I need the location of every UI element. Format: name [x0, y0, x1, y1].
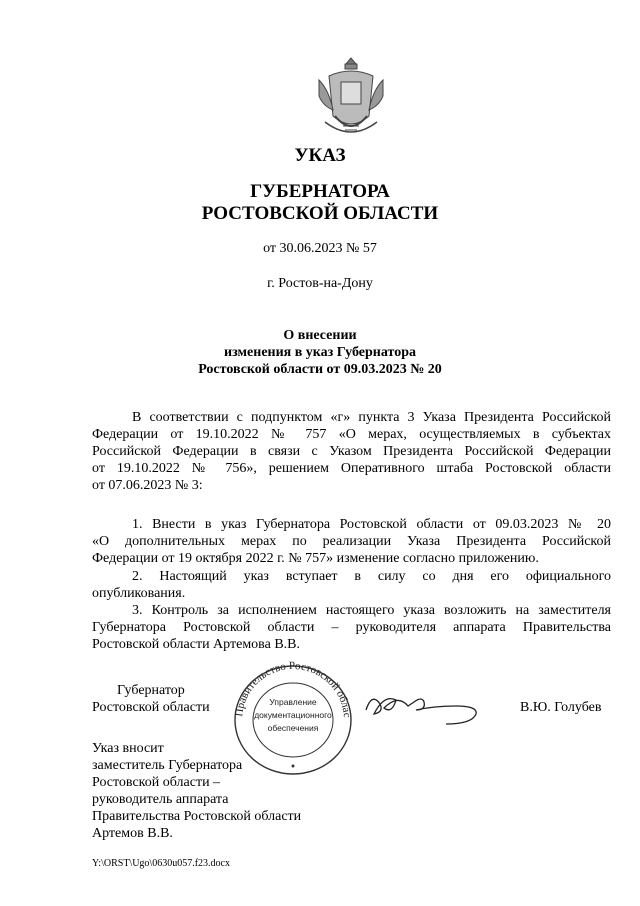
submitted-by-line: Указ вносит — [92, 741, 164, 756]
preamble-line: от 19.10.2022 № 756», решением Оперативного штаба Ростовской области — [92, 461, 611, 476]
item-1-line: Федерации от 19 октября 2022 г. № 757» изменение согласно приложению. — [92, 551, 539, 566]
item-3-line: 3. Контроль за исполнением настоящего указа возложить на заместителя — [132, 603, 611, 618]
item-3-line: Губернатора Ростовской области – руководителя аппарата Правительства — [92, 620, 611, 635]
file-path: Y:\ORST\Ugo\0630u057.f23.docx — [92, 858, 230, 869]
preamble-line: Федерации от 19.10.2022 № 757 «О мерах, осуществляемых в субъектах — [92, 427, 611, 442]
heading-line-3: Ростовской области от 09.03.2023 № 20 — [198, 362, 442, 377]
stamp-inner-line: документационного — [254, 710, 332, 720]
coat-of-arms-emblem — [315, 56, 387, 140]
item-2-paragraph — [92, 568, 611, 602]
submitted-by-line: Правительства Ростовской области — [92, 809, 302, 824]
submitted-by-line: руководитель аппарата — [92, 792, 229, 807]
city: г. Ростов-на-Дону — [267, 276, 373, 291]
item-3-line: Ростовской области Артемова В.В. — [92, 637, 300, 652]
stamp-outer-text: Правительство Ростовской облас — [233, 660, 353, 719]
item-1-line: «О дополнительных мерах по реализации Указа Президента Российской — [92, 534, 611, 549]
document-type: УКАЗ — [294, 145, 346, 166]
preamble-paragraph — [92, 409, 611, 494]
stamp-inner-line: обеспечения — [267, 723, 319, 733]
item-2-line: 2. Настоящий указ вступает в силу со дня его официального — [132, 569, 611, 584]
heading-line-1: О внесении — [283, 328, 357, 343]
stamp-inner-line: Управление — [269, 697, 317, 707]
signatory-name: В.Ю. Голубев — [520, 700, 602, 715]
issuer-line-1: ГУБЕРНАТОРА — [250, 181, 390, 202]
item-1-line: 1. Внести в указ Губернатора Ростовской области от 09.03.2023 № 20 — [132, 517, 611, 532]
date-number: от 30.06.2023 № 57 — [263, 241, 377, 256]
item-2-line: опубликования. — [92, 586, 186, 601]
preamble-line: Российской Федерации в связи с Указом Президента Российской Федерации — [92, 444, 611, 459]
signatory-title-line-2: Ростовской области — [92, 700, 210, 715]
issuer-line-2: РОСТОВСКОЙ ОБЛАСТИ — [201, 203, 439, 224]
submitted-by-line: Ростовской области – — [92, 775, 221, 790]
item-3-paragraph — [92, 602, 611, 653]
signatory-title-line-1: Губернатор — [117, 683, 185, 698]
preamble-line: В соответствии с подпунктом «г» пункта 3 Указа Президента Российской — [132, 410, 611, 425]
preamble-line: от 07.06.2023 № 3: — [92, 478, 203, 493]
handwritten-signature — [362, 684, 492, 728]
submitted-by-line: Артемов В.В. — [92, 826, 173, 841]
heading-line-2: изменения в указ Губернатора — [224, 345, 416, 360]
submitted-by-line: заместитель Губернатора — [92, 758, 243, 773]
submitted-by-block — [92, 740, 301, 842]
item-1-paragraph — [92, 516, 611, 567]
